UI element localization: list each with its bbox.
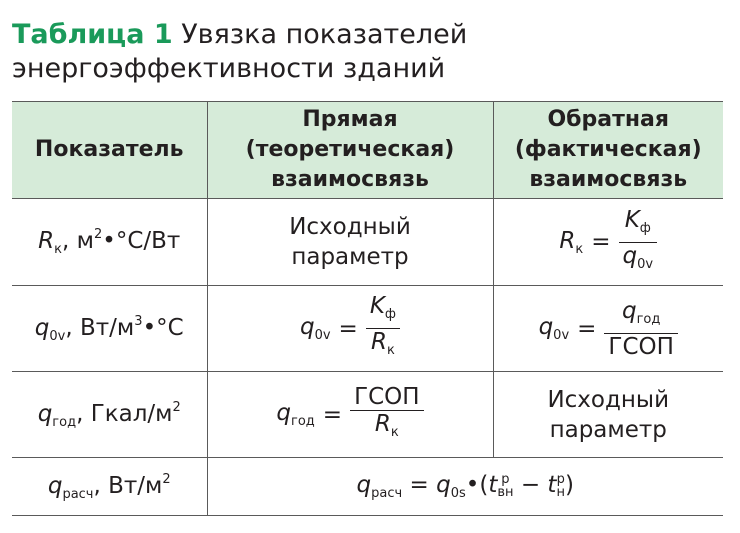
indicator-subscript: расч	[62, 486, 94, 502]
indicator-unit: , Вт/м	[65, 314, 135, 341]
header-inverse	[493, 102, 723, 199]
direct-cell	[207, 199, 493, 286]
denominator: R	[374, 410, 391, 437]
indicator-symbol: R	[38, 228, 55, 254]
inverse-cell	[493, 286, 723, 372]
table-title: Увязка показателей энергоэффективности зданий	[12, 19, 468, 84]
formula-lhs: R	[559, 227, 576, 254]
numerator-sub: ф	[639, 220, 651, 236]
header-row	[12, 102, 723, 199]
indicator-symbol: q	[37, 400, 53, 427]
merged-formula-cell	[207, 458, 723, 516]
numerator-sub: ф	[384, 307, 397, 322]
header-inverse-line2: (фактическая)	[514, 137, 702, 162]
formula-lhs: q	[538, 314, 554, 340]
direct-cell	[207, 372, 493, 458]
fraction	[350, 384, 424, 446]
numerator-sub: год	[636, 311, 661, 327]
denominator: ГСОП	[608, 333, 674, 360]
indicator-unit: , Вт/м	[93, 472, 163, 499]
numerator: K	[624, 206, 640, 233]
unit-exponent: 2	[172, 399, 181, 415]
minus-sign: −	[520, 472, 541, 498]
indicator-unit: , Гкал/м	[76, 400, 173, 427]
equals-sign: =	[322, 401, 343, 428]
formula-lhs: q	[276, 400, 292, 426]
formula	[559, 207, 657, 278]
equals-sign: =	[409, 472, 429, 498]
direct-cell	[207, 286, 493, 372]
denominator-sub: к	[386, 343, 395, 358]
source-param-line2: параметр	[549, 416, 667, 443]
equals-sign: =	[577, 315, 597, 342]
fraction	[619, 207, 658, 278]
formula-lhs-sub: год	[291, 414, 315, 429]
header-inverse-line3: взаимосвязь	[529, 167, 688, 192]
formula	[539, 298, 678, 360]
t-inner-sup: р	[501, 471, 510, 487]
formula	[276, 384, 423, 446]
formula-lhs-sub: расч	[371, 486, 403, 501]
header-direct-line1: Прямая	[302, 107, 398, 132]
t-inner-sub: вн	[497, 484, 514, 500]
formula-lhs: q	[356, 472, 372, 498]
denominator: q	[622, 242, 638, 269]
table-caption	[12, 18, 732, 86]
inverse-cell	[493, 372, 723, 458]
table-row	[12, 372, 723, 458]
t-outer-sub: н	[556, 484, 565, 500]
formula-lhs-sub: 0v	[553, 328, 570, 343]
unit-exponent: 3	[134, 313, 143, 329]
indicator-unit-tail: •°С	[142, 314, 184, 341]
denominator-sub: к	[390, 424, 399, 440]
table-row	[12, 199, 723, 286]
header-direct-line2: (теоретическая)	[245, 137, 455, 162]
formula-lhs: q	[299, 314, 315, 340]
formula-q: q	[436, 472, 451, 498]
formula-close-paren: )	[564, 472, 574, 498]
indicator-subscript: год	[52, 414, 77, 430]
formula-dot-paren: •(	[465, 472, 489, 498]
indicator-cell	[12, 286, 207, 372]
table-number: Таблица 1	[12, 19, 173, 50]
formula-lhs-sub: 0v	[314, 328, 331, 343]
header-indicator-label: Показатель	[34, 137, 184, 162]
formula-t-outer: t	[547, 472, 557, 498]
header-direct	[207, 102, 493, 199]
formula	[356, 471, 574, 501]
formula-lhs-sub: к	[575, 241, 584, 257]
numerator: ГСОП	[354, 383, 420, 410]
formula	[300, 293, 400, 364]
formula-q-sub: 0s	[450, 486, 466, 501]
indicator-unit: , м	[62, 228, 94, 254]
equals-sign: =	[338, 315, 358, 342]
unit-exponent: 2	[162, 471, 171, 487]
inverse-cell	[493, 199, 723, 286]
table-row	[12, 458, 723, 516]
indicator-symbol: q	[34, 314, 50, 341]
denominator-sub: 0v	[637, 256, 654, 272]
fraction	[366, 293, 400, 364]
unit-exponent: 2	[93, 227, 103, 242]
indicator-subscript: 0v	[49, 328, 66, 344]
header-indicator	[12, 102, 207, 199]
header-inverse-line1: Обратная	[547, 107, 670, 132]
indicator-cell	[12, 372, 207, 458]
indicator-subscript: к	[54, 242, 62, 257]
denominator: R	[371, 329, 387, 355]
table-row	[12, 286, 723, 372]
formula-t-inner: t	[488, 472, 498, 498]
indicator-symbol: q	[47, 472, 63, 499]
indicators-table	[12, 101, 723, 516]
t-outer-sup: р	[556, 471, 565, 487]
source-param-line1: Исходный	[289, 214, 411, 240]
source-param-line2: параметр	[291, 244, 409, 270]
equals-sign: =	[591, 229, 611, 255]
source-param-line1: Исходный	[547, 386, 670, 413]
indicator-unit-tail: •°С/Вт	[102, 228, 181, 254]
numerator: q	[621, 297, 637, 324]
numerator: K	[369, 293, 385, 319]
indicator-cell	[12, 199, 207, 286]
indicator-cell	[12, 458, 207, 516]
fraction	[604, 298, 678, 360]
header-direct-line3: взаимосвязь	[271, 167, 429, 192]
